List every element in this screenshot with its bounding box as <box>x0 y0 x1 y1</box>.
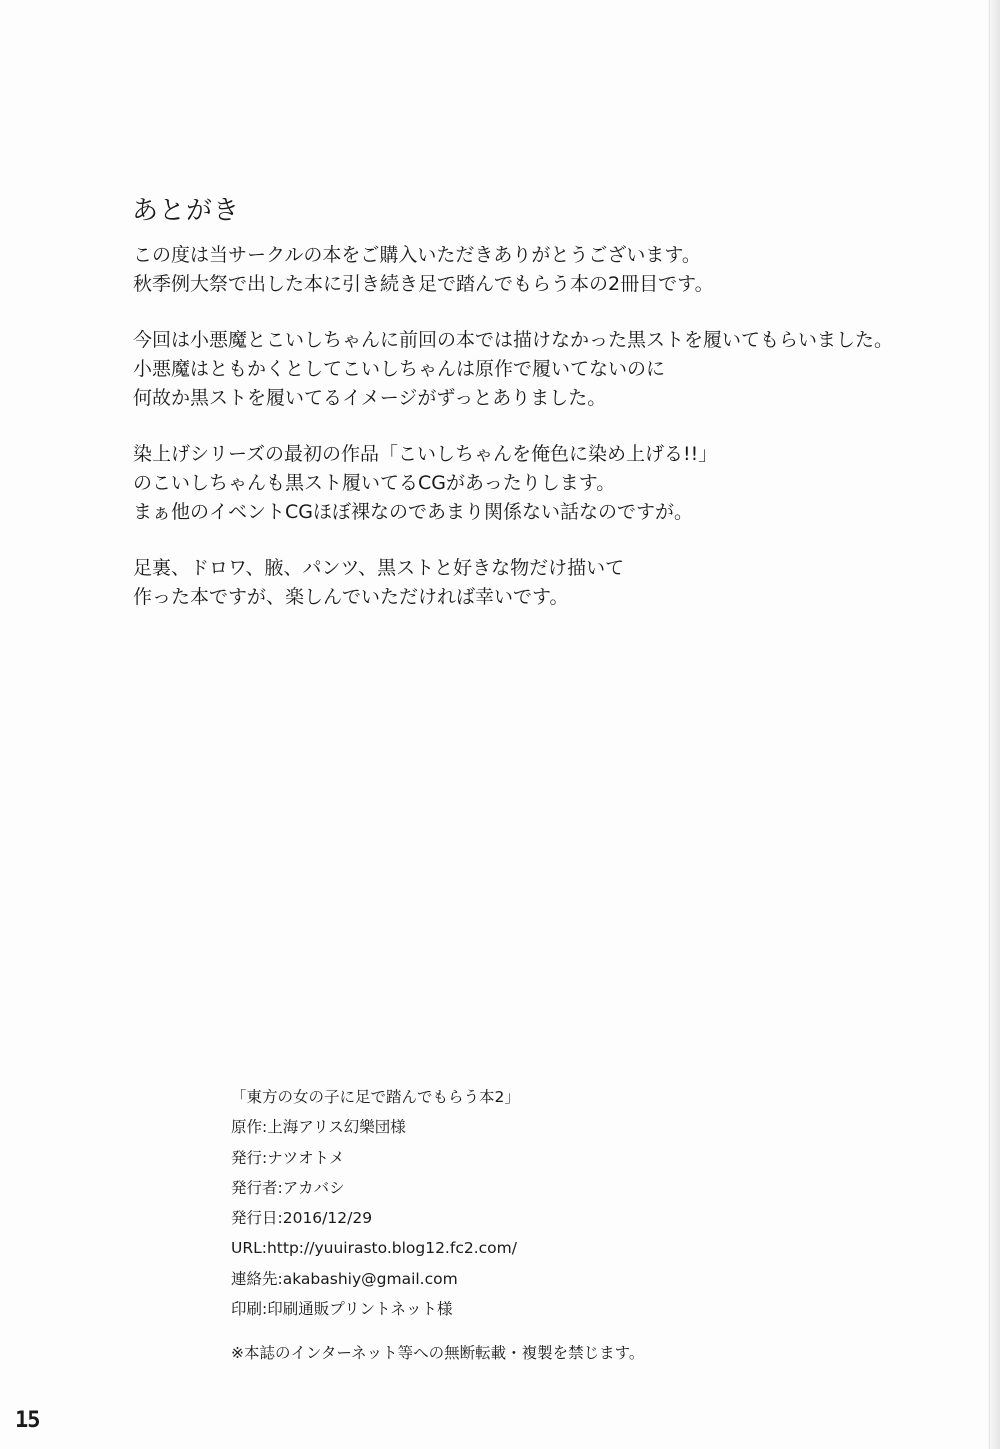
copyright-notice: ※本誌のインターネット等への無断転載・複製を禁じます。 <box>231 1344 645 1362</box>
afterword-title: あとがき <box>132 196 241 226</box>
afterword-line: 小悪魔はともかくとしてこいしちゃんは原作で履いてないのに <box>133 358 666 380</box>
colophon-contact: 連絡先:akabashiy@gmail.com <box>231 1269 458 1288</box>
colophon-url: URL:http://yuuirasto.blog12.fc2.com/ <box>231 1239 517 1258</box>
afterword-line: 作った本ですが、楽しんでいただければ幸いです。 <box>133 586 569 608</box>
afterword-line: この度は当サークルの本をご購入いただきありがとうございます。 <box>133 244 701 266</box>
afterword-line: まぁ他のイベントCGほぼ裸なのであまり関係ない話なのですが。 <box>133 501 693 523</box>
colophon-printer: 印刷:印刷通販プリントネット様 <box>231 1300 453 1319</box>
afterword-paragraph-1 <box>133 241 933 299</box>
afterword-line: 足裏、ドロワ、腋、パンツ、黒ストと好きな物だけ描いて <box>133 557 625 579</box>
afterword-body <box>133 241 933 639</box>
afterword-line: 秋季例大祭で出した本に引き続き足で踏んでもらう本の2冊目です。 <box>133 273 714 295</box>
colophon <box>231 1082 520 1324</box>
colophon-original-work: 原作:上海アリス幻樂団様 <box>231 1118 406 1137</box>
afterword-line: のこいしちゃんも黒スト履いてるCGがあったりします。 <box>133 472 616 494</box>
page-number: 15 <box>15 1408 40 1433</box>
afterword-paragraph-3 <box>133 440 933 527</box>
afterword-line: 今回は小悪魔とこいしちゃんに前回の本では描けなかった黒ストを履いてもらいました。 <box>133 329 894 351</box>
page-edge-line <box>989 0 990 1449</box>
colophon-date: 発行日:2016/12/29 <box>231 1209 373 1228</box>
colophon-publisher: 発行:ナツオトメ <box>231 1148 345 1167</box>
afterword-paragraph-2 <box>133 326 933 413</box>
afterword-line: 何故か黒ストを履いてるイメージがずっとありました。 <box>133 387 607 409</box>
afterword-line: 染上げシリーズの最初の作品「こいしちゃんを俺色に染め上げる!!」 <box>133 443 718 465</box>
afterword-paragraph-4 <box>133 554 933 612</box>
colophon-book-title: 「東方の女の子に足で踏んでもらう本2」 <box>231 1088 520 1106</box>
colophon-issuer: 発行者:アカバシ <box>231 1178 345 1197</box>
